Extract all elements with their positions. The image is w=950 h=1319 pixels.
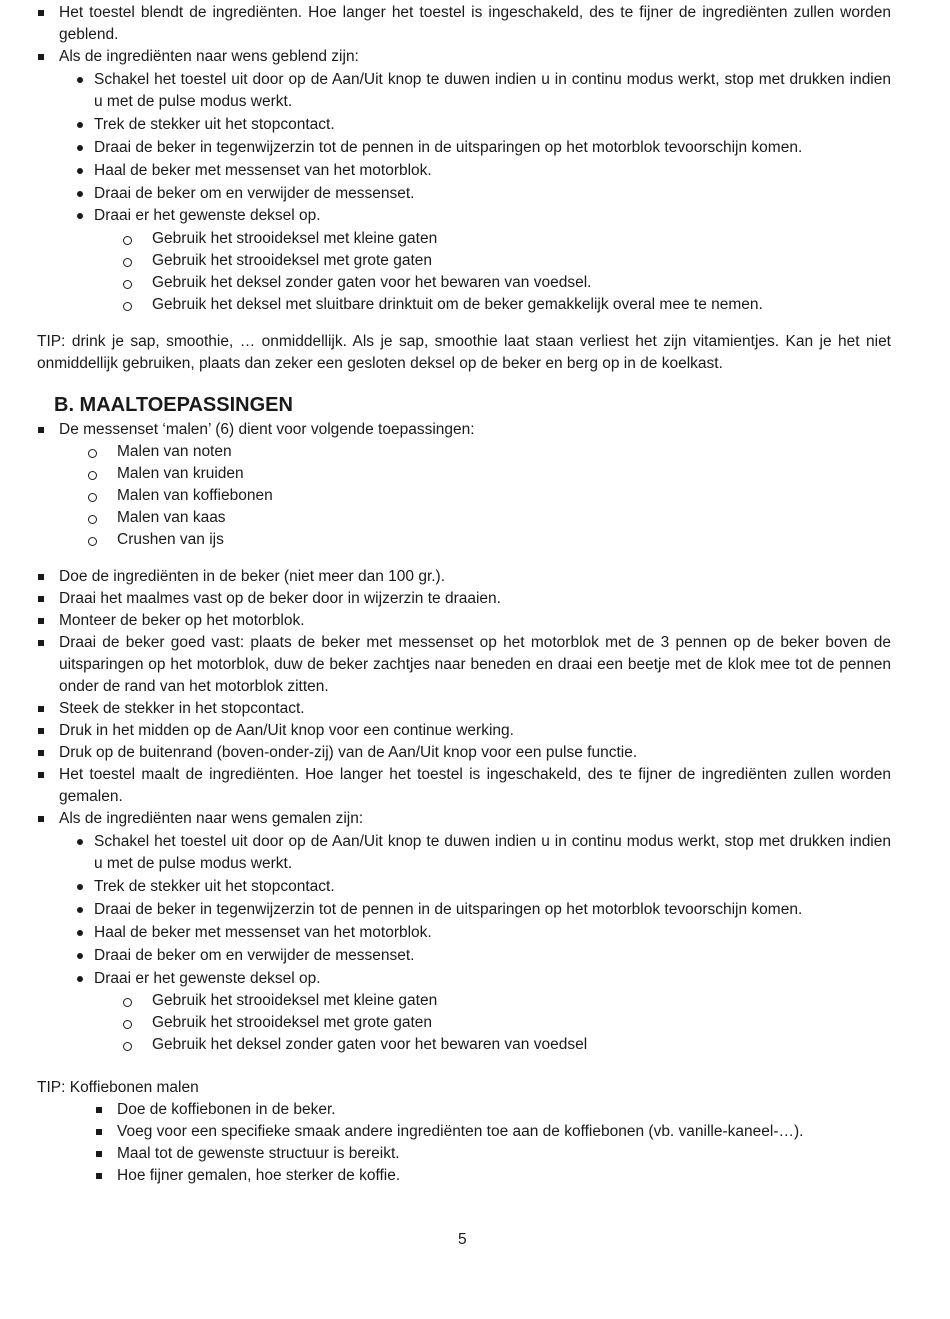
square-bullet <box>38 596 44 602</box>
list-item: Gebruik het deksel zonder gaten voor het bewaren van voedsel <box>152 1036 588 1053</box>
round-bullet <box>77 122 83 128</box>
round-bullet <box>77 907 83 913</box>
circle-bullet <box>123 236 132 245</box>
tip-title: TIP: Koffiebonen malen <box>37 1079 199 1096</box>
list-item: De messenset ‘malen’ (6) dient voor volgende toepassingen: <box>59 421 475 438</box>
square-bullet <box>38 427 44 433</box>
list-item: Draai de beker goed vast: plaats de beker met messenset op het motorblok met de 3 pennen op de beker boven de uitsparingen op het motorblok, duw de beker zachtjes naar beneden en draai een beetje met de klok mee tot de pennen onder de rand van het motorblok zitten. <box>59 634 891 695</box>
list-item: Malen van kruiden <box>117 465 244 482</box>
list-item: Malen van kaas <box>117 509 226 526</box>
list-item: Als de ingrediënten naar wens geblend zijn: <box>59 48 359 65</box>
list-item: Draai er het gewenste deksel op. <box>94 970 321 987</box>
circle-bullet <box>123 1042 132 1051</box>
list-item: Maal tot de gewenste structuur is bereikt. <box>117 1145 400 1162</box>
square-bullet <box>96 1173 102 1179</box>
list-item: Draai er het gewenste deksel op. <box>94 207 321 224</box>
list-item: Hoe fijner gemalen, hoe sterker de koffie. <box>117 1167 401 1184</box>
list-item: Druk in het midden op de Aan/Uit knop voor een continue werking. <box>59 722 514 739</box>
list-item: Haal de beker met messenset van het motorblok. <box>94 924 432 941</box>
round-bullet <box>77 145 83 151</box>
list-item: Monteer de beker op het motorblok. <box>59 612 305 629</box>
list-item: Haal de beker met messenset van het motorblok. <box>94 162 432 179</box>
list-item: Draai de beker in tegenwijzerzin tot de pennen in de uitsparingen op het motorblok tevoorschijn komen. <box>94 901 803 918</box>
list-item: Malen van koffiebonen <box>117 487 273 504</box>
round-bullet <box>77 168 83 174</box>
round-bullet <box>77 930 83 936</box>
square-bullet <box>38 574 44 580</box>
list-item: Draai de beker in tegenwijzerzin tot de pennen in de uitsparingen op het motorblok tevoorschijn komen. <box>94 139 803 156</box>
circle-bullet <box>123 998 132 1007</box>
square-bullet <box>38 54 44 60</box>
list-item: Doe de ingrediënten in de beker (niet meer dan 100 gr.). <box>59 568 446 585</box>
round-bullet <box>77 976 83 982</box>
square-bullet <box>38 10 44 16</box>
square-bullet <box>38 706 44 712</box>
square-bullet <box>38 618 44 624</box>
tip-paragraph: TIP: drink je sap, smoothie, … onmiddellijk. Als je sap, smoothie laat staan verliest het zijn vitamientjes. Kan je het niet onmiddellijk gebruiken, plaats dan zeker een gesloten deksel op de beker en berg op in de koelkast. <box>37 333 891 372</box>
list-item: Malen van noten <box>117 443 232 460</box>
circle-bullet <box>123 1020 132 1029</box>
list-item: Draai het maalmes vast op de beker door in wijzerzin te draaien. <box>59 590 501 607</box>
circle-bullet <box>88 493 97 502</box>
round-bullet <box>77 839 83 845</box>
circle-bullet <box>88 537 97 546</box>
list-item: Crushen van ijs <box>117 531 224 548</box>
circle-bullet <box>123 280 132 289</box>
square-bullet <box>38 728 44 734</box>
round-bullet <box>77 77 83 83</box>
circle-bullet <box>88 515 97 524</box>
circle-bullet <box>88 471 97 480</box>
round-bullet <box>77 191 83 197</box>
square-bullet <box>38 816 44 822</box>
list-item: Doe de koffiebonen in de beker. <box>117 1101 336 1118</box>
list-item: Gebruik het strooideksel met kleine gaten <box>152 230 438 247</box>
list-item: Het toestel blendt de ingrediënten. Hoe langer het toestel is ingeschakeld, des te fijner de ingrediënten zullen worden geblend. <box>59 4 891 43</box>
list-item: Voeg voor een specifieke smaak andere ingrediënten toe aan de koffiebonen (vb. vanille-kaneel-…). <box>117 1123 804 1140</box>
round-bullet <box>77 213 83 219</box>
circle-bullet <box>123 302 132 311</box>
list-item: Draai de beker om en verwijder de messenset. <box>94 947 415 964</box>
square-bullet <box>38 750 44 756</box>
list-item: Het toestel maalt de ingrediënten. Hoe langer het toestel is ingeschakeld, des te fijner de ingrediënten zullen worden gemalen. <box>59 766 891 805</box>
square-bullet <box>96 1107 102 1113</box>
list-item: Trek de stekker uit het stopcontact. <box>94 878 335 895</box>
list-item: Gebruik het strooideksel met grote gaten <box>152 252 433 269</box>
list-item: Schakel het toestel uit door op de Aan/Uit knop te duwen indien u in continu modus werkt, stop met drukken indien u met de pulse modus werkt. <box>94 833 891 872</box>
square-bullet <box>38 640 44 646</box>
list-item: Gebruik het deksel met sluitbare drinktuit om de beker gemakkelijk overal mee te nemen. <box>152 296 763 313</box>
round-bullet <box>77 953 83 959</box>
list-item: Schakel het toestel uit door op de Aan/Uit knop te duwen indien u in continu modus werkt, stop met drukken indien u met de pulse modus werkt. <box>94 71 891 110</box>
list-item: Druk op de buitenrand (boven-onder-zij) van de Aan/Uit knop voor een pulse functie. <box>59 744 638 761</box>
section-heading: B. MAALTOEPASSINGEN <box>54 394 293 416</box>
list-item: Gebruik het strooideksel met grote gaten <box>152 1014 433 1031</box>
list-item: Gebruik het deksel zonder gaten voor het bewaren van voedsel. <box>152 274 592 291</box>
circle-bullet <box>123 258 132 267</box>
list-item: Steek de stekker in het stopcontact. <box>59 700 305 717</box>
page-number: 5 <box>458 1231 467 1248</box>
list-item: Trek de stekker uit het stopcontact. <box>94 116 335 133</box>
round-bullet <box>77 884 83 890</box>
square-bullet <box>96 1129 102 1135</box>
square-bullet <box>38 772 44 778</box>
list-item: Als de ingrediënten naar wens gemalen zijn: <box>59 810 364 827</box>
square-bullet <box>96 1151 102 1157</box>
list-item: Draai de beker om en verwijder de messenset. <box>94 185 415 202</box>
list-item: Gebruik het strooideksel met kleine gaten <box>152 992 438 1009</box>
circle-bullet <box>88 449 97 458</box>
